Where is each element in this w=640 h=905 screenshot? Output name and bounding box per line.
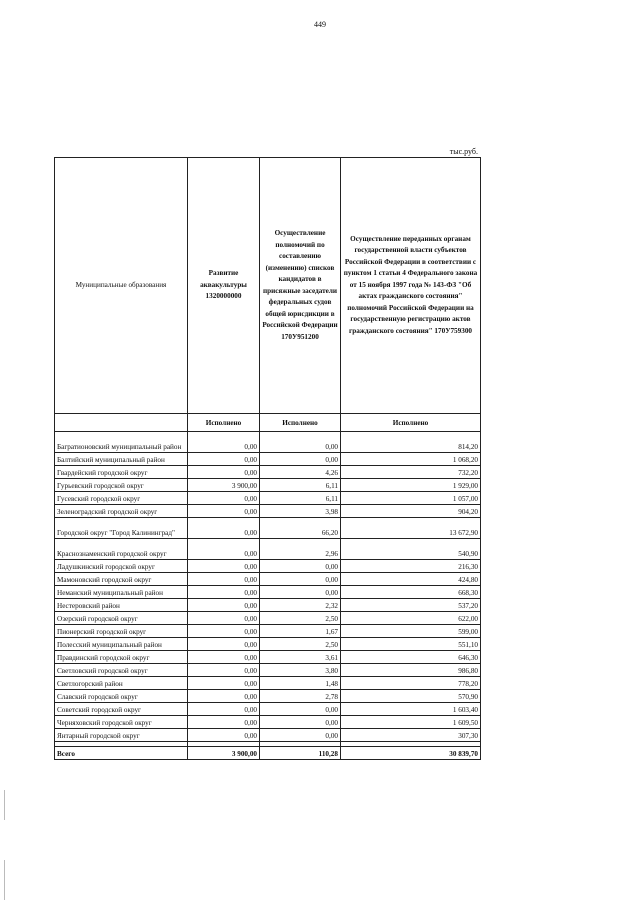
table-row	[55, 612, 481, 625]
value-civil-registry: 599,00	[341, 625, 481, 638]
status-col2: Исполнено	[260, 414, 341, 432]
value-jurors: 0,00	[260, 703, 341, 716]
value-aquaculture: 0,00	[188, 716, 260, 729]
scan-margin-mark	[4, 860, 5, 900]
table-row	[55, 479, 481, 492]
municipality-name: Янтарный городской округ	[55, 729, 188, 742]
total-aquaculture: 3 900,00	[188, 747, 260, 760]
value-jurors: 3,61	[260, 651, 341, 664]
value-civil-registry: 622,00	[341, 612, 481, 625]
total-row	[55, 747, 481, 760]
value-jurors: 6,11	[260, 492, 341, 505]
status-empty	[55, 414, 188, 432]
value-aquaculture: 0,00	[188, 453, 260, 466]
municipality-name: Гвардейский городской округ	[55, 466, 188, 479]
value-civil-registry: 540,90	[341, 539, 481, 560]
value-civil-registry: 814,20	[341, 432, 481, 453]
value-aquaculture: 0,00	[188, 690, 260, 703]
municipality-name: Правдинский городской округ	[55, 651, 188, 664]
municipality-name: Гусевский городской округ	[55, 492, 188, 505]
table-row	[55, 466, 481, 479]
status-col3: Исполнено	[341, 414, 481, 432]
municipality-name: Нестеровский район	[55, 599, 188, 612]
value-aquaculture: 0,00	[188, 432, 260, 453]
value-aquaculture: 0,00	[188, 625, 260, 638]
value-aquaculture: 0,00	[188, 573, 260, 586]
budget-table	[54, 157, 481, 760]
municipality-name: Озерский городской округ	[55, 612, 188, 625]
value-aquaculture: 0,00	[188, 599, 260, 612]
table-row	[55, 677, 481, 690]
header-row	[55, 158, 481, 414]
value-jurors: 0,00	[260, 716, 341, 729]
municipality-name: Светловский городской округ	[55, 664, 188, 677]
value-jurors: 0,00	[260, 729, 341, 742]
table-row	[55, 573, 481, 586]
value-aquaculture: 0,00	[188, 612, 260, 625]
value-civil-registry: 537,20	[341, 599, 481, 612]
table-row	[55, 651, 481, 664]
municipality-name: Пионерский городской округ	[55, 625, 188, 638]
header-jurors: Осуществление полномочий по составлению (изменению) списков кандидатов в присяжные заседатели федеральных судов общей юрисдикции в Российской Федерации 170У951200	[260, 158, 341, 414]
municipality-name: Зеленоградский городской округ	[55, 505, 188, 518]
header-civil-registry: Осуществление переданных органам государственной власти субъектов Российской Федерации в соответствии с пунктом 1 статьи 4 Федерального закона от 15 ноября 1997 года № 143-ФЗ "Об актах гражданского состояния" полномочий Российской Федерации на государственную регистрацию актов гражданского состояния" 170У759300	[341, 158, 481, 414]
municipality-name: Неманский муниципальный район	[55, 586, 188, 599]
municipality-name: Славский городской округ	[55, 690, 188, 703]
value-aquaculture: 0,00	[188, 638, 260, 651]
value-jurors: 2,32	[260, 599, 341, 612]
table-row	[55, 586, 481, 599]
header-municipality: Муниципальные образования	[55, 158, 188, 414]
value-civil-registry: 424,80	[341, 573, 481, 586]
value-aquaculture: 0,00	[188, 664, 260, 677]
municipality-name: Черняховский городской округ	[55, 716, 188, 729]
value-civil-registry: 732,20	[341, 466, 481, 479]
table-row	[55, 432, 481, 453]
value-aquaculture: 0,00	[188, 466, 260, 479]
municipality-name: Советский городской округ	[55, 703, 188, 716]
value-jurors: 0,00	[260, 432, 341, 453]
value-jurors: 2,50	[260, 638, 341, 651]
units-label: тыс.руб.	[449, 147, 478, 156]
value-jurors: 0,00	[260, 560, 341, 573]
table-row	[55, 690, 481, 703]
value-jurors: 2,78	[260, 690, 341, 703]
table-row	[55, 560, 481, 573]
value-aquaculture: 0,00	[188, 539, 260, 560]
value-civil-registry: 1 609,50	[341, 716, 481, 729]
total-civil-registry: 30 839,70	[341, 747, 481, 760]
value-jurors: 6,11	[260, 479, 341, 492]
municipality-name: Гурьевский городской округ	[55, 479, 188, 492]
value-jurors: 66,20	[260, 518, 341, 539]
header-aquaculture: Развитие аквакультуры 1320000000	[188, 158, 260, 414]
value-jurors: 0,00	[260, 586, 341, 599]
table-row	[55, 729, 481, 742]
table-body	[55, 432, 481, 760]
value-aquaculture: 0,00	[188, 703, 260, 716]
table-row	[55, 664, 481, 677]
value-civil-registry: 668,30	[341, 586, 481, 599]
value-civil-registry: 986,80	[341, 664, 481, 677]
value-civil-registry: 570,90	[341, 690, 481, 703]
page-number: 449	[314, 20, 326, 29]
value-aquaculture: 0,00	[188, 518, 260, 539]
value-aquaculture: 0,00	[188, 505, 260, 518]
table-row	[55, 505, 481, 518]
municipality-name: Полесский муниципальный район	[55, 638, 188, 651]
value-civil-registry: 778,20	[341, 677, 481, 690]
value-jurors: 2,96	[260, 539, 341, 560]
municipality-name: Ладушкинский городской округ	[55, 560, 188, 573]
municipality-name: Мамоновский городской округ	[55, 573, 188, 586]
municipality-name: Краснознаменский городской округ	[55, 539, 188, 560]
table-row	[55, 703, 481, 716]
table-row	[55, 518, 481, 539]
value-jurors: 1,67	[260, 625, 341, 638]
value-aquaculture: 0,00	[188, 729, 260, 742]
value-jurors: 4,26	[260, 466, 341, 479]
value-aquaculture: 0,00	[188, 492, 260, 505]
scan-margin-mark	[4, 790, 5, 820]
value-civil-registry: 216,30	[341, 560, 481, 573]
value-jurors: 2,50	[260, 612, 341, 625]
municipality-name: Светлогорский район	[55, 677, 188, 690]
value-civil-registry: 646,30	[341, 651, 481, 664]
value-jurors: 3,98	[260, 505, 341, 518]
value-civil-registry: 1 068,20	[341, 453, 481, 466]
value-civil-registry: 904,20	[341, 505, 481, 518]
value-aquaculture: 0,00	[188, 651, 260, 664]
value-civil-registry: 13 672,90	[341, 518, 481, 539]
value-civil-registry: 1 929,00	[341, 479, 481, 492]
status-row	[55, 414, 481, 432]
table-row	[55, 539, 481, 560]
value-aquaculture: 3 900,00	[188, 479, 260, 492]
value-jurors: 0,00	[260, 573, 341, 586]
value-aquaculture: 0,00	[188, 677, 260, 690]
table-row	[55, 599, 481, 612]
value-civil-registry: 307,30	[341, 729, 481, 742]
status-col1: Исполнено	[188, 414, 260, 432]
municipality-name: Городской округ "Город Калининград"	[55, 518, 188, 539]
municipality-name: Багратионовский муниципальный район	[55, 432, 188, 453]
value-civil-registry: 1 603,40	[341, 703, 481, 716]
table-row	[55, 492, 481, 505]
total-label: Всего	[55, 747, 188, 760]
municipality-name: Балтийский муниципальный район	[55, 453, 188, 466]
value-aquaculture: 0,00	[188, 586, 260, 599]
value-jurors: 0,00	[260, 453, 341, 466]
table-row	[55, 625, 481, 638]
total-jurors: 110,28	[260, 747, 341, 760]
value-civil-registry: 1 057,00	[341, 492, 481, 505]
value-aquaculture: 0,00	[188, 560, 260, 573]
table-row	[55, 638, 481, 651]
table-row	[55, 716, 481, 729]
value-jurors: 1,48	[260, 677, 341, 690]
value-civil-registry: 551,10	[341, 638, 481, 651]
value-jurors: 3,80	[260, 664, 341, 677]
table-row	[55, 453, 481, 466]
